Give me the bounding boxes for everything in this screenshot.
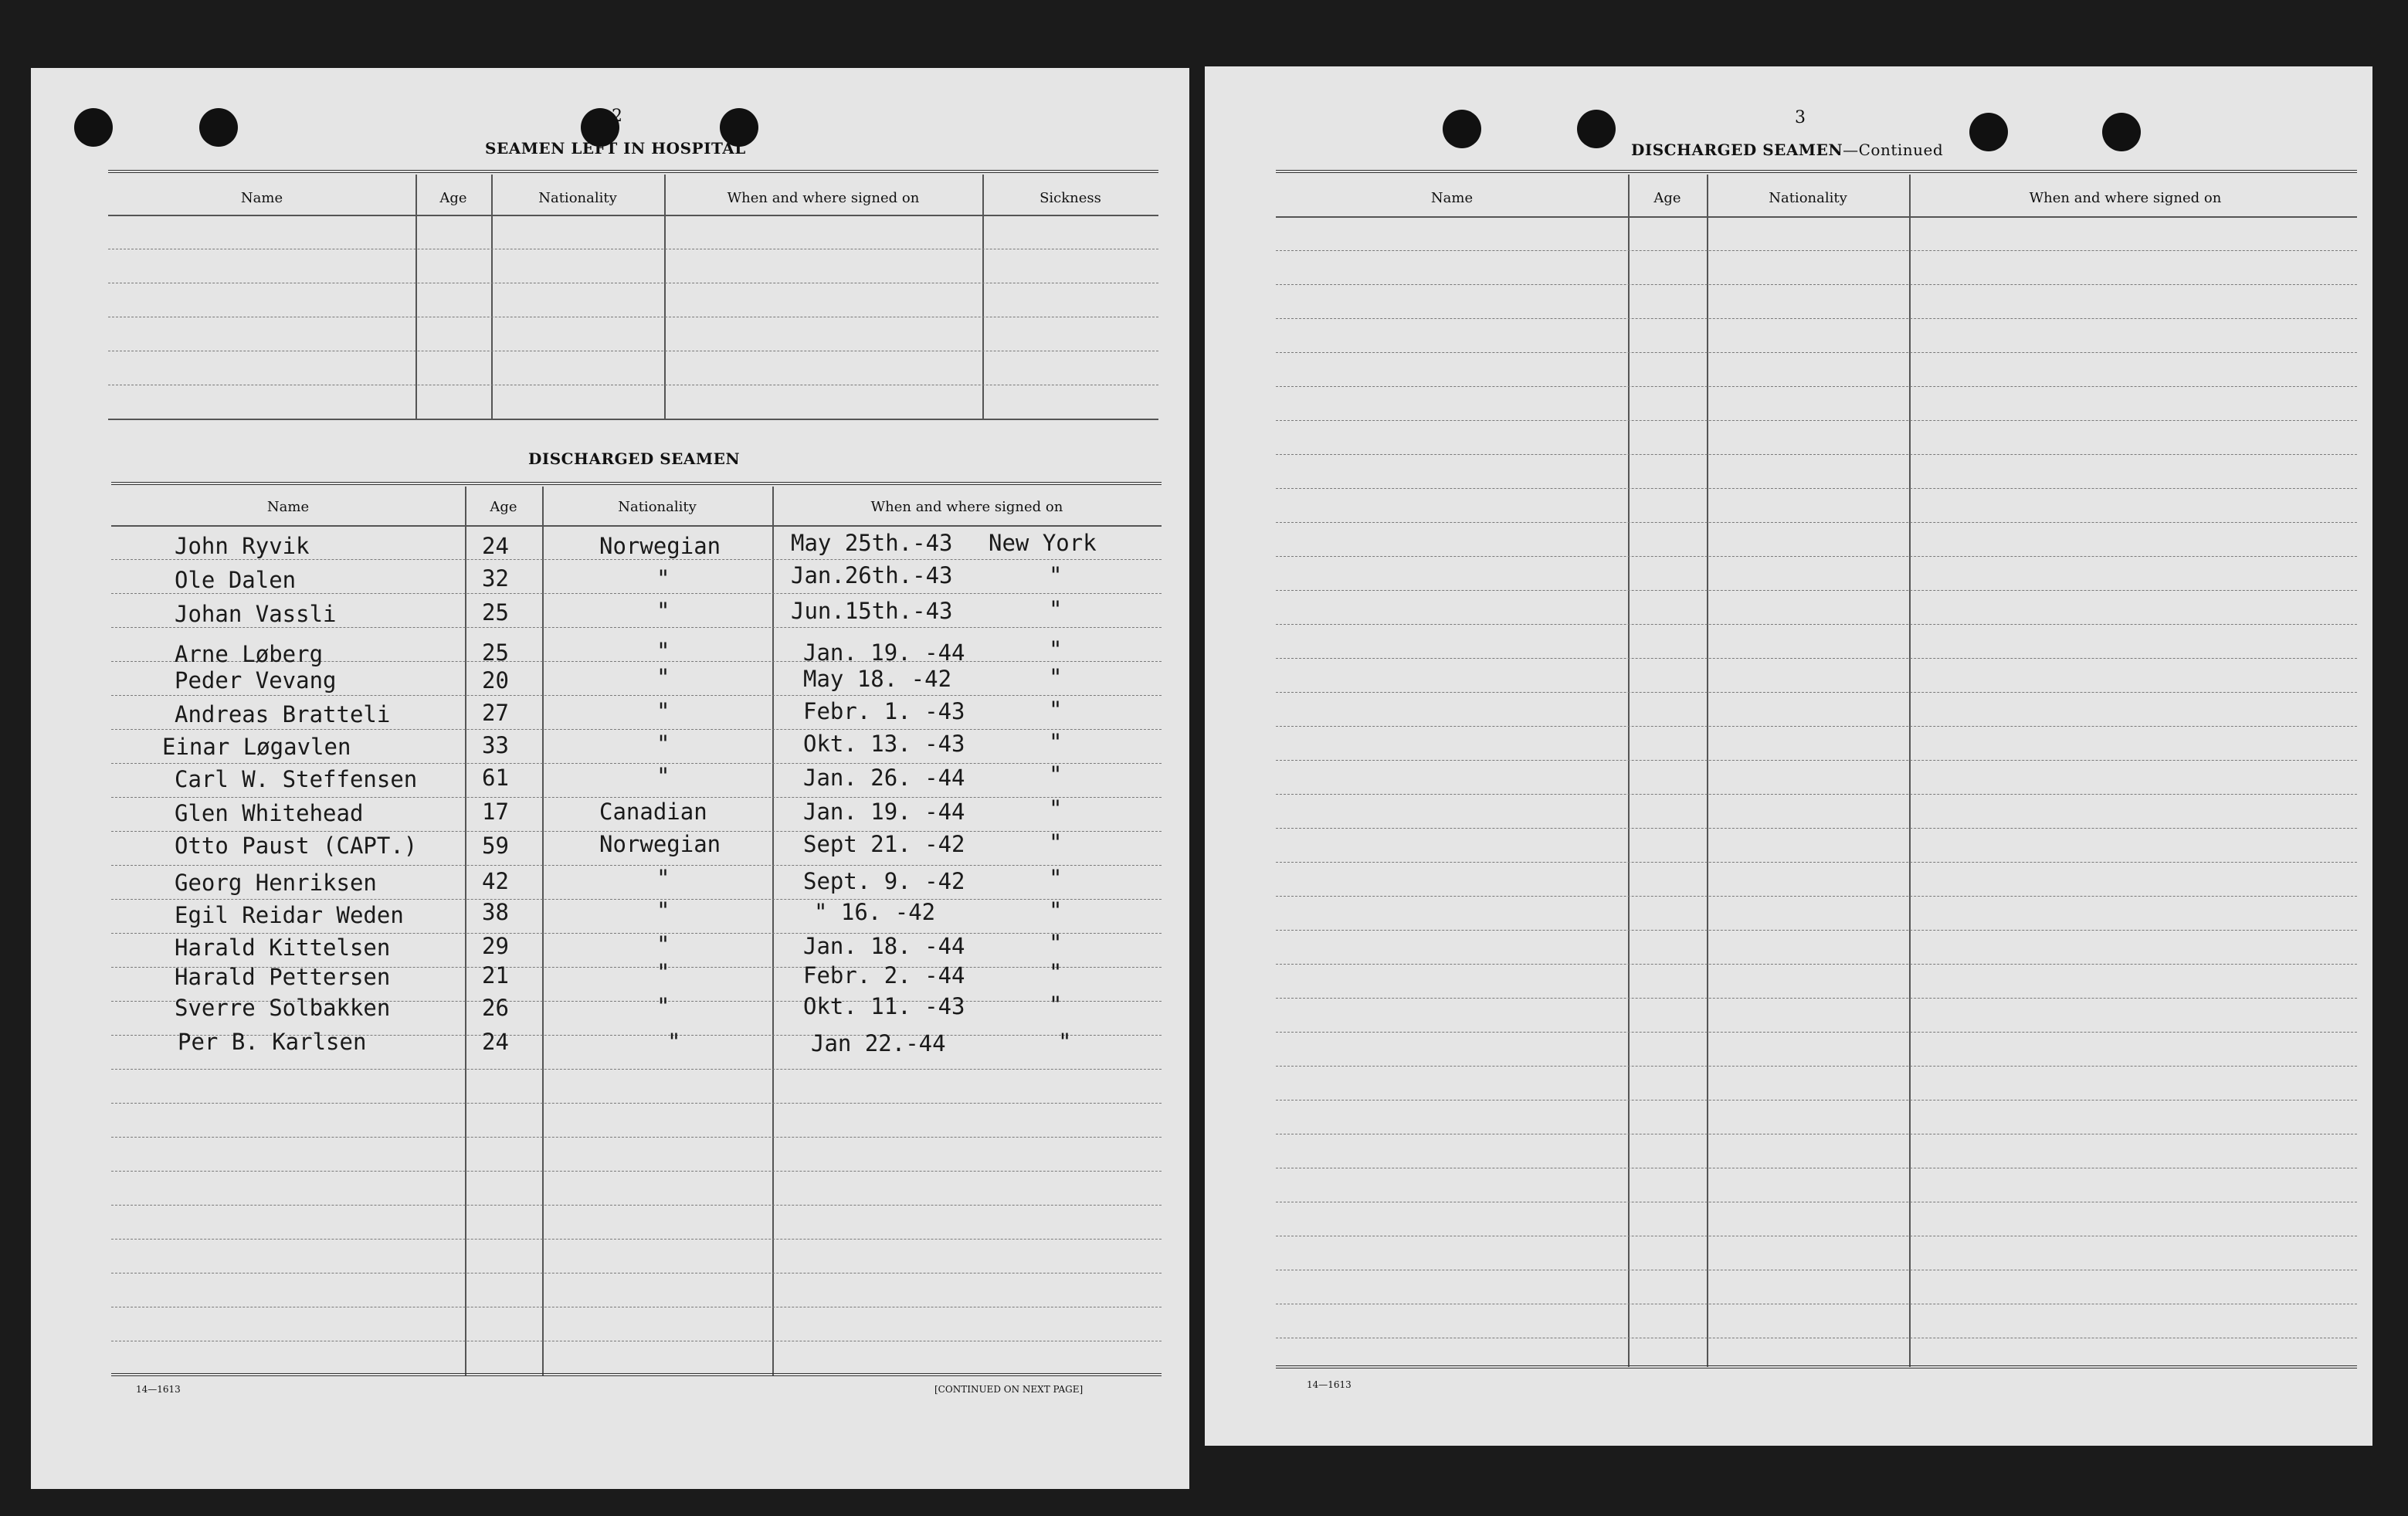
signed-on-date: May 25th.-43 <box>791 530 953 556</box>
seaman-name: Andreas Bratteli <box>175 701 391 727</box>
seaman-nationality: Canadian <box>599 799 707 825</box>
seaman-nationality: " <box>656 598 670 624</box>
column-header-name: Name <box>240 190 283 206</box>
seaman-age: 24 <box>482 533 509 559</box>
seaman-name: Peder Vevang <box>175 667 337 694</box>
column-header-age: Age <box>439 190 467 206</box>
column-header-signed-on: When and where signed on <box>2029 190 2222 206</box>
column-header-name: Name <box>266 499 310 515</box>
seaman-nationality: " <box>656 664 670 690</box>
seaman-nationality: " <box>656 565 670 592</box>
signed-on-place: " <box>1049 930 1063 956</box>
signed-on-place: " <box>1049 865 1063 891</box>
page-number: 3 <box>1795 108 1806 127</box>
column-header-signed-on: When and where signed on <box>870 499 1063 515</box>
column-header-name: Name <box>1430 190 1474 206</box>
right-page <box>1205 66 2372 1446</box>
seaman-name: Harald Pettersen <box>175 964 391 990</box>
seaman-nationality: " <box>656 763 670 789</box>
column-header-age: Age <box>1653 190 1681 206</box>
punch-hole <box>1443 110 1481 148</box>
punch-hole <box>2102 113 2141 151</box>
continued-note: [CONTINUED ON NEXT PAGE] <box>934 1384 1084 1395</box>
column-header-sickness: Sickness <box>1040 190 1101 206</box>
seaman-name: Johan Vassli <box>175 601 337 627</box>
column-header-nationality: Nationality <box>1769 190 1847 206</box>
signed-on-date: Sept. 9. -42 <box>803 868 965 894</box>
signed-on-date: Okt. 13. -43 <box>803 731 965 757</box>
seaman-nationality: " <box>656 959 670 985</box>
signed-on-place: " <box>1049 795 1063 822</box>
signed-on-place: New York <box>989 530 1097 556</box>
signed-on-place: " <box>1049 897 1063 924</box>
signed-on-date: Jan. 26. -44 <box>803 765 965 791</box>
seaman-age: 33 <box>482 732 509 758</box>
signed-on-date: Jan. 18. -44 <box>803 933 965 959</box>
signed-on-date: May 18. -42 <box>803 666 952 692</box>
seaman-age: 25 <box>482 599 509 626</box>
signed-on-place: " <box>1049 636 1063 663</box>
seaman-age: 21 <box>482 962 509 989</box>
discharged-continued-table <box>1276 170 2357 1436</box>
seaman-age: 61 <box>482 765 509 791</box>
seaman-name: Arne Løberg <box>175 641 324 667</box>
signed-on-date: " 16. -42 <box>814 899 936 925</box>
signed-on-date: Febr. 2. -44 <box>803 962 965 989</box>
seaman-age: 32 <box>482 565 509 592</box>
column-header-nationality: Nationality <box>618 499 697 515</box>
seaman-age: 24 <box>482 1029 509 1055</box>
seaman-nationality: " <box>656 993 670 1019</box>
seaman-age: 38 <box>482 899 509 925</box>
discharged-continued-title <box>1631 141 1943 159</box>
seaman-age: 17 <box>482 799 509 825</box>
seaman-age: 42 <box>482 868 509 894</box>
signed-on-place: " <box>1049 959 1063 985</box>
seaman-age: 27 <box>482 700 509 726</box>
column-header-age: Age <box>490 499 517 515</box>
column-header-nationality: Nationality <box>538 190 617 206</box>
signed-on-date: Febr. 1. -43 <box>803 698 965 724</box>
seaman-name: Georg Henriksen <box>175 870 377 896</box>
form-number: 14—1613 <box>1307 1379 1352 1390</box>
seaman-age: 29 <box>482 933 509 959</box>
signed-on-place: " <box>1058 1029 1072 1055</box>
discharged-section-title: DISCHARGED SEAMEN <box>528 449 741 468</box>
signed-on-date: Sept 21. -42 <box>803 831 965 857</box>
seaman-nationality: " <box>656 897 670 924</box>
signed-on-place: " <box>1049 829 1063 856</box>
seaman-name: Harald Kittelsen <box>175 934 391 961</box>
signed-on-place: " <box>1049 729 1063 755</box>
signed-on-place: " <box>1049 596 1063 622</box>
seaman-name: Egil Reidar Weden <box>175 902 404 928</box>
seaman-age: 25 <box>482 639 509 666</box>
signed-on-place: " <box>1049 664 1063 690</box>
signed-on-place: " <box>1049 992 1063 1018</box>
seaman-name: Einar Løgavlen <box>162 734 351 760</box>
title-suffix: —Continued <box>1843 141 1944 159</box>
column-header-signed-on: When and where signed on <box>727 190 920 206</box>
signed-on-date: Jan 22.-44 <box>811 1030 946 1056</box>
seaman-nationality: " <box>656 931 670 958</box>
signed-on-date: Jan. 19. -44 <box>803 799 965 825</box>
seaman-name: Ole Dalen <box>175 567 297 593</box>
punch-hole <box>74 108 113 147</box>
hospital-table <box>108 170 1158 494</box>
discharged-table <box>111 482 1162 1455</box>
hospital-section-title: SEAMEN LEFT IN HOSPITAL <box>485 139 746 158</box>
seaman-name: Per B. Karlsen <box>178 1029 367 1055</box>
signed-on-date: Okt. 11. -43 <box>803 993 965 1019</box>
seaman-age: 20 <box>482 667 509 694</box>
seaman-name: Carl W. Steffensen <box>175 766 418 792</box>
seaman-name: Sverre Solbakken <box>175 995 391 1021</box>
punch-hole <box>1969 113 2008 151</box>
signed-on-date: Jan.26th.-43 <box>791 562 953 588</box>
seaman-name: Glen Whitehead <box>175 800 364 826</box>
seaman-nationality: " <box>656 731 670 757</box>
page-number: 2 <box>612 107 622 126</box>
seaman-name: John Ryvik <box>175 533 310 559</box>
punch-hole <box>1577 110 1616 148</box>
left-page <box>31 68 1189 1489</box>
signed-on-place: " <box>1049 697 1063 723</box>
seaman-name: Otto Paust (CAPT.) <box>175 833 418 859</box>
signed-on-place: " <box>1049 562 1063 588</box>
seaman-nationality: " <box>656 865 670 891</box>
punch-hole <box>199 108 238 147</box>
seaman-age: 59 <box>482 833 509 859</box>
title-text: DISCHARGED SEAMEN <box>1631 141 1843 159</box>
signed-on-date: Jan. 19. -44 <box>803 639 965 666</box>
seaman-nationality: " <box>656 638 670 664</box>
seaman-nationality: " <box>667 1029 681 1055</box>
signed-on-place: " <box>1049 761 1063 788</box>
seaman-nationality: " <box>656 698 670 724</box>
seaman-age: 26 <box>482 995 509 1021</box>
seaman-nationality: Norwegian <box>599 533 721 559</box>
seaman-nationality: Norwegian <box>599 831 721 857</box>
form-number: 14—1613 <box>136 1384 181 1395</box>
signed-on-date: Jun.15th.-43 <box>791 598 953 624</box>
